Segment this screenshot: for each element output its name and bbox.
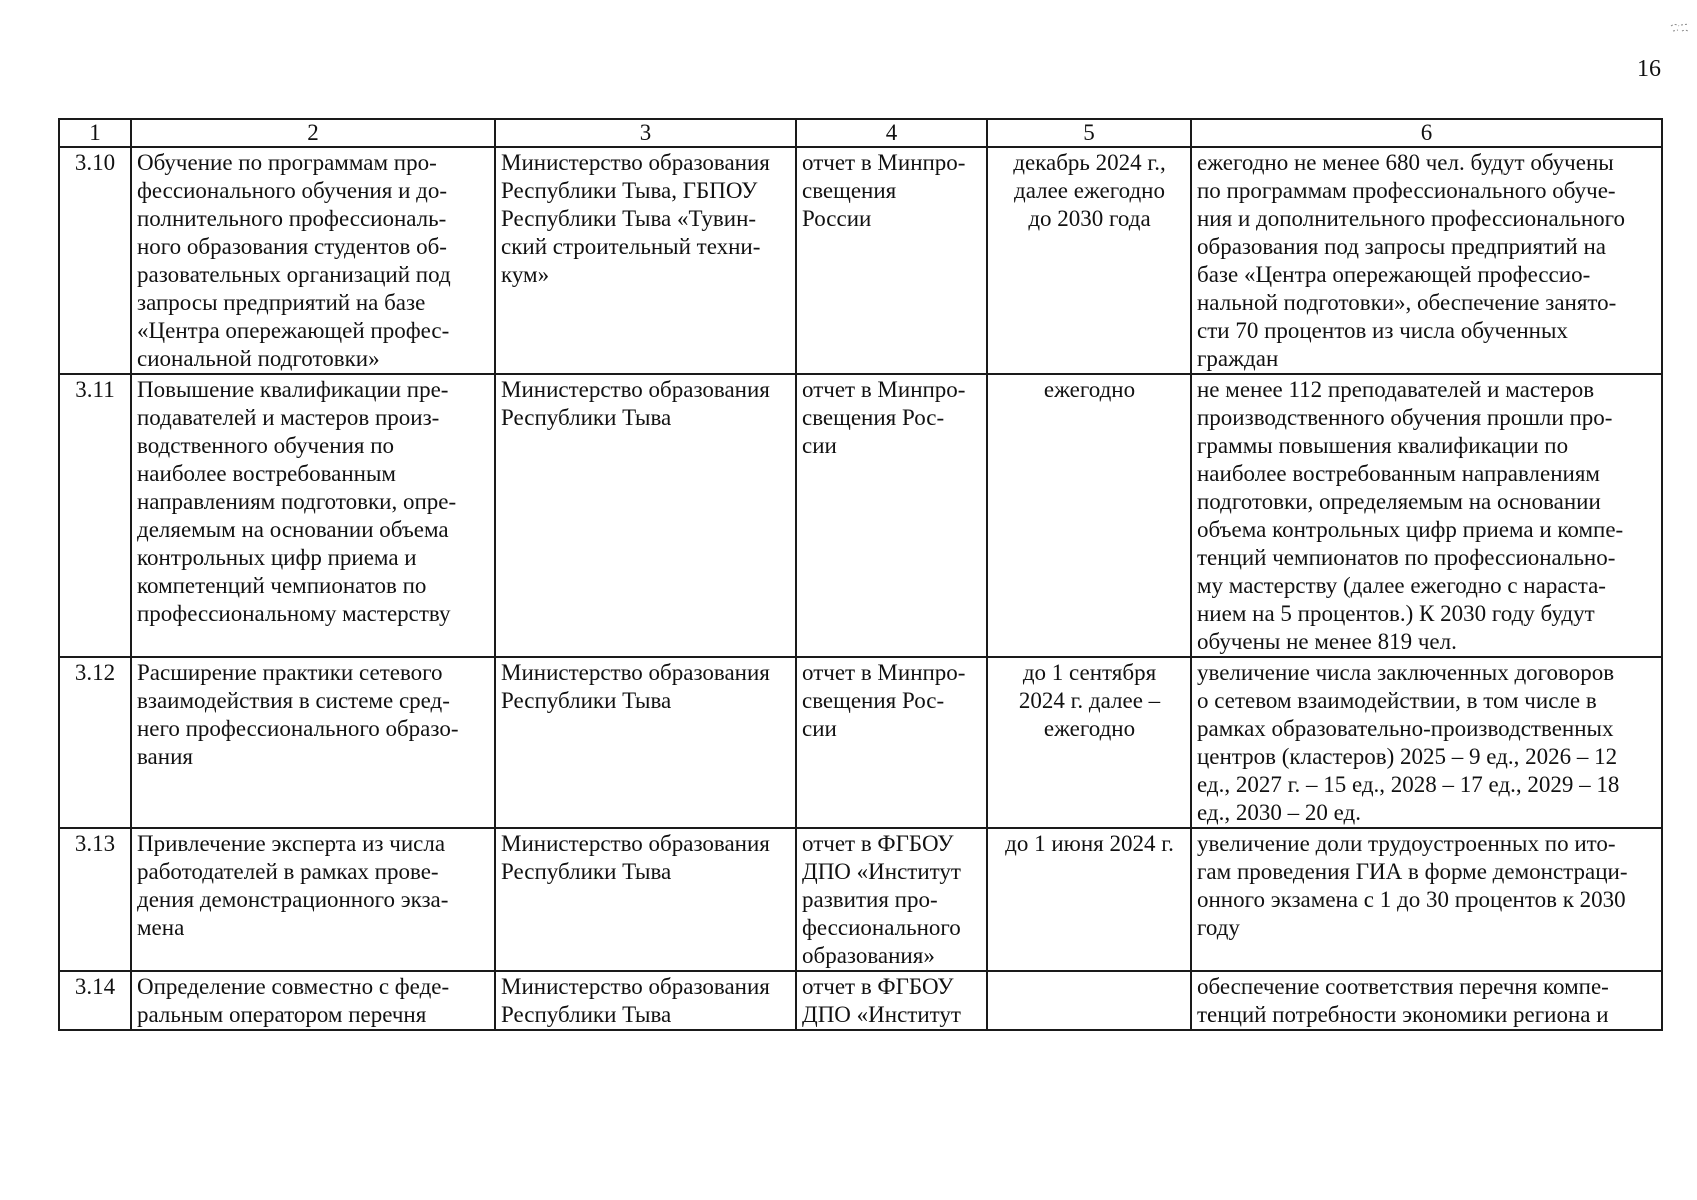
table-row [59, 657, 1662, 828]
report-form-cell: отчет в Минпро- свещения Рос- сии [796, 374, 987, 657]
activity-cell: Привлечение эксперта из числа работодателей в рамках прове- дения демонстрационного экза- мена [131, 828, 495, 971]
item-number: 3.14 [59, 971, 131, 1030]
table-row [59, 971, 1662, 1030]
column-number-1: 1 [59, 119, 131, 147]
table-row [59, 374, 1662, 657]
report-form-cell: отчет в Минпро- свещения России [796, 147, 987, 374]
result-cell: увеличение доли трудоустроенных по ито- гам проведения ГИА в форме демонстраци- онного экзамена с 1 до 30 процентов к 2030 году [1191, 828, 1662, 971]
table-row [59, 147, 1662, 374]
column-number-3: 3 [495, 119, 796, 147]
responsible-cell: Министерство образования Республики Тыва [495, 657, 796, 828]
responsible-cell: Министерство образования Республики Тыва, ГБПОУ Республики Тыва «Тувин- ский строительный техни- кум» [495, 147, 796, 374]
result-cell: обеспечение соответствия перечня компе- тенций потребности экономики региона и [1191, 971, 1662, 1030]
column-number-2: 2 [131, 119, 495, 147]
column-number-6: 6 [1191, 119, 1662, 147]
deadline-cell: декабрь 2024 г., далее ежегодно до 2030 года [987, 147, 1191, 374]
item-number: 3.10 [59, 147, 131, 374]
activity-cell: Повышение квалификации пре- подавателей и мастеров произ- водственного обучения по наиболее востребованным направлениям подготовки, опре- деляемым на основании объема контрольных цифр приема и компетенций чемпионатов по профессиональному мастерству [131, 374, 495, 657]
item-number: 3.11 [59, 374, 131, 657]
page-number: 16 [1637, 56, 1661, 82]
scan-artifact-icon [1669, 22, 1691, 34]
deadline-cell [987, 971, 1191, 1030]
report-form-cell: отчет в Минпро- свещения Рос- сии [796, 657, 987, 828]
deadline-cell: до 1 июня 2024 г. [987, 828, 1191, 971]
responsible-cell: Министерство образования Республики Тыва [495, 374, 796, 657]
result-cell: увеличение числа заключенных договоров о сетевом взаимодействии, в том числе в рамках образовательно-производственных центров (кластеров) 2025 – 9 ед., 2026 – 12 ед., 2027 г. – 15 ед., 2028 – 17 ед., 2029 – 18 ед., 2030 – 20 ед. [1191, 657, 1662, 828]
column-number-4: 4 [796, 119, 987, 147]
plan-table [58, 118, 1663, 1031]
report-form-cell: отчет в ФГБОУ ДПО «Институт развития про- фессионального образования» [796, 828, 987, 971]
result-cell: не менее 112 преподавателей и мастеров производственного обучения прошли про- граммы повышения квалификации по наиболее востребованным направлениям подготовки, определяемым на основании объема контрольных цифр приема и компе- тенций чемпионатов по профессионально- му мастерству (далее ежегодно с нараста- нием на 5 процентов.) К 2030 году будут обучены не менее 819 чел. [1191, 374, 1662, 657]
table-row [59, 828, 1662, 971]
result-cell: ежегодно не менее 680 чел. будут обучены по программам профессионального обуче- ния и дополнительного профессионального образования под запросы предприятий на базе «Центра опережающей профессио- нальной подготовки», обеспечение занято- сти 70 процентов из числа обученных граждан [1191, 147, 1662, 374]
activity-cell: Обучение по программам про- фессионального обучения и до- полнительного профессиональ- ного образования студентов об- разовательных организаций под запросы предприятий на базе «Центра опережающей профес- сиональной подготовки» [131, 147, 495, 374]
deadline-cell: ежегодно [987, 374, 1191, 657]
activity-cell: Расширение практики сетевого взаимодействия в системе сред- него профессионального образо- вания [131, 657, 495, 828]
item-number: 3.12 [59, 657, 131, 828]
table-header-row [59, 119, 1662, 147]
responsible-cell: Министерство образования Республики Тыва [495, 828, 796, 971]
activity-cell: Определение совместно с феде- ральным оператором перечня [131, 971, 495, 1030]
deadline-cell: до 1 сентября 2024 г. далее – ежегодно [987, 657, 1191, 828]
item-number: 3.13 [59, 828, 131, 971]
responsible-cell: Министерство образования Республики Тыва [495, 971, 796, 1030]
report-form-cell: отчет в ФГБОУ ДПО «Институт [796, 971, 987, 1030]
column-number-5: 5 [987, 119, 1191, 147]
